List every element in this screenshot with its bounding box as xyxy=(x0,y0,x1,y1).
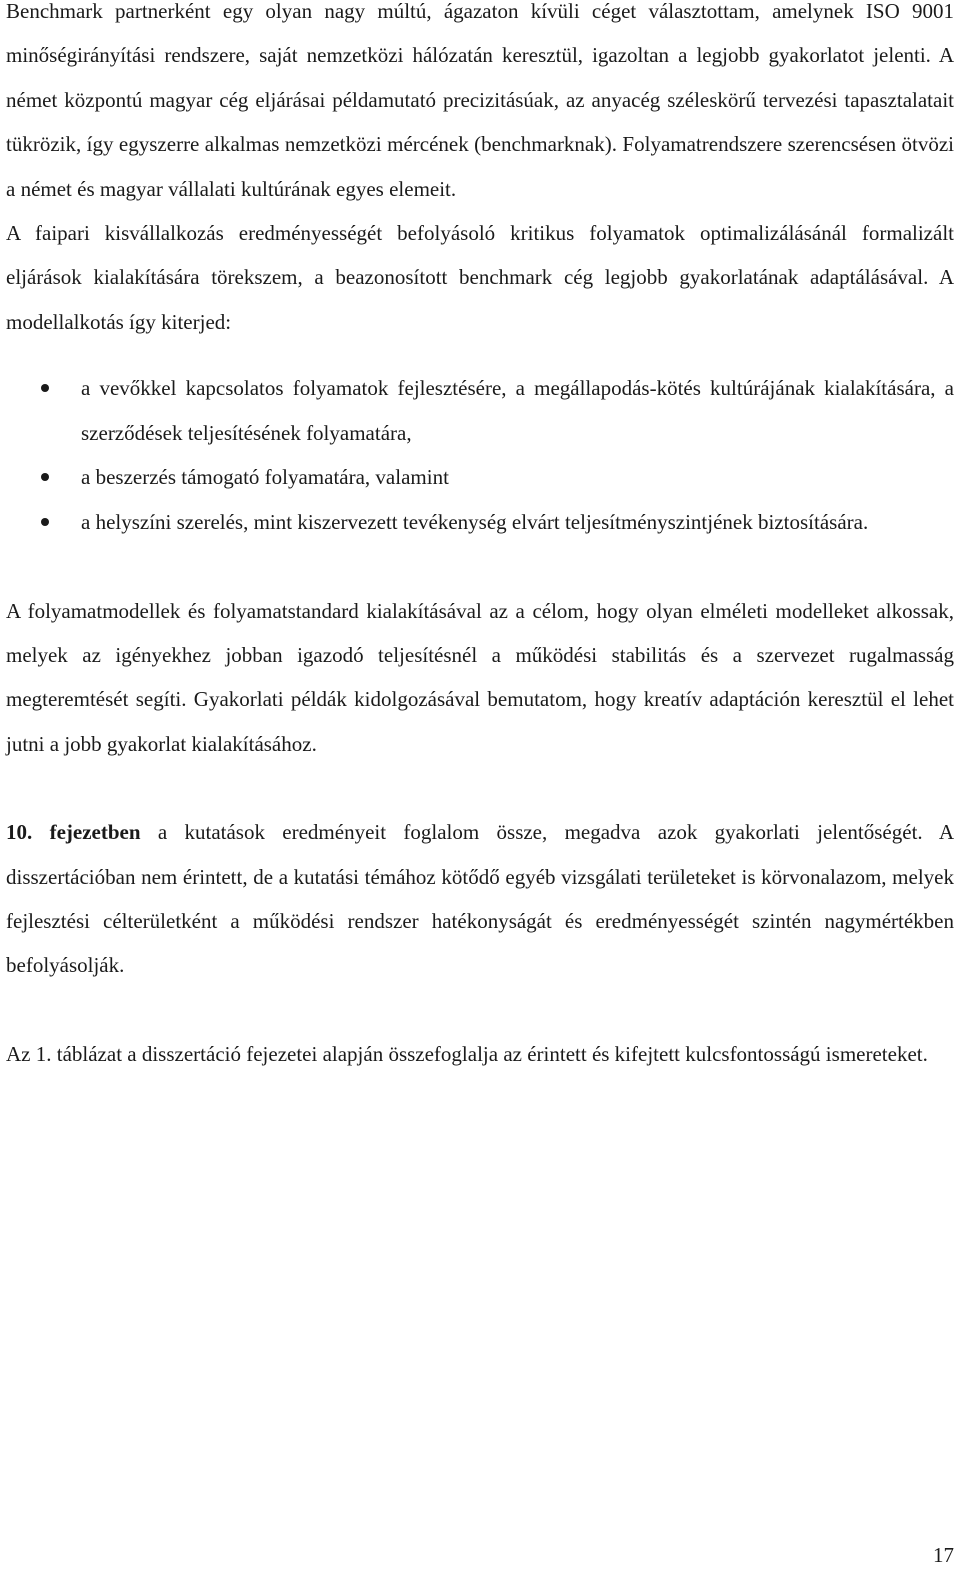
list-item-text: a beszerzés támogató folyamatára, valamint xyxy=(81,465,449,490)
paragraph-modelling-scope: A faipari kisvállalkozás eredményességét befolyásoló kritikus folyamatok optimalizálásánál formalizált eljárások kialakítására törekszem, a beazonosított benchmark cég legjobb gyakorlatának adaptálásával. A modellalkotás így kiterjed: xyxy=(6,221,954,334)
list-item xyxy=(6,366,954,455)
list-item-text: a vevőkkel kapcsolatos folyamatok fejlesztésére, a megállapodás-kötés kultúrájának kialakítására, a szerződések teljesítésének folyamatára, xyxy=(81,376,954,445)
paragraph-chapter-ten xyxy=(6,810,954,988)
paragraph-table-reference: Az 1. táblázat a disszertáció fejezetei alapján összefoglalja az érintett és kifejtett kulcsfontosságú ismereteket. xyxy=(6,1041,928,1066)
chapter-reference-bold: 10. fejezetben xyxy=(6,820,141,845)
chapter-ten-text: a kutatások eredményeit foglalom össze, megadva azok gyakorlati jelentőségét. A disszertációban nem érintett, de a kutatási témához kötődő egyéb vizsgálati területeket is körvonalazom, melyek fejlesztési célterületként a működési rendszer hatékonyságát és eredményességét szintén nagymértékben befolyásolják. xyxy=(6,820,954,978)
paragraph-process-models: A folyamatmodellek és folyamatstandard kialakításával az a célom, hogy olyan elméleti modelleket alkossak, melyek az igényekhez jobban igazodó teljesítésnél a működési stabilitás és a szervezet rugalmasság megteremtését segíti. Gyakorlati példák kidolgozásával bemutatom, hogy kreatív adaptáción keresztül el lehet jutni a jobb gyakorlat kialakításához. xyxy=(6,598,954,756)
page-number: 17 xyxy=(933,1543,954,1567)
list-item xyxy=(6,455,954,500)
document-page xyxy=(6,0,954,1076)
list-item xyxy=(6,500,954,545)
paragraph-benchmark-partner: Benchmark partnerként egy olyan nagy múltú, ágazaton kívüli céget választottam, amelynek ISO 9001 minőségirányítási rendszere, saját nemzetközi hálózatán keresztül, igazoltan a legjobb gyakorlatot jelenti. A német központú magyar cég eljárásai példamutató precizitásúak, az anyacég széleskörű tervezési tapasztalatait tükrözik, így egyszerre alkalmas nemzetközi mércének (benchmarknak). Folyamatrendszere szerencsésen ötvözi a német és magyar vállalati kultúrának egyes elemeit. xyxy=(6,0,954,201)
bullet-icon xyxy=(41,473,49,481)
bullet-list xyxy=(6,366,954,544)
list-item-text: a helyszíni szerelés, mint kiszervezett tevékenység elvárt teljesítményszintjének biztosítására. xyxy=(81,510,869,535)
bullet-icon xyxy=(41,518,49,526)
bullet-icon xyxy=(41,384,49,392)
